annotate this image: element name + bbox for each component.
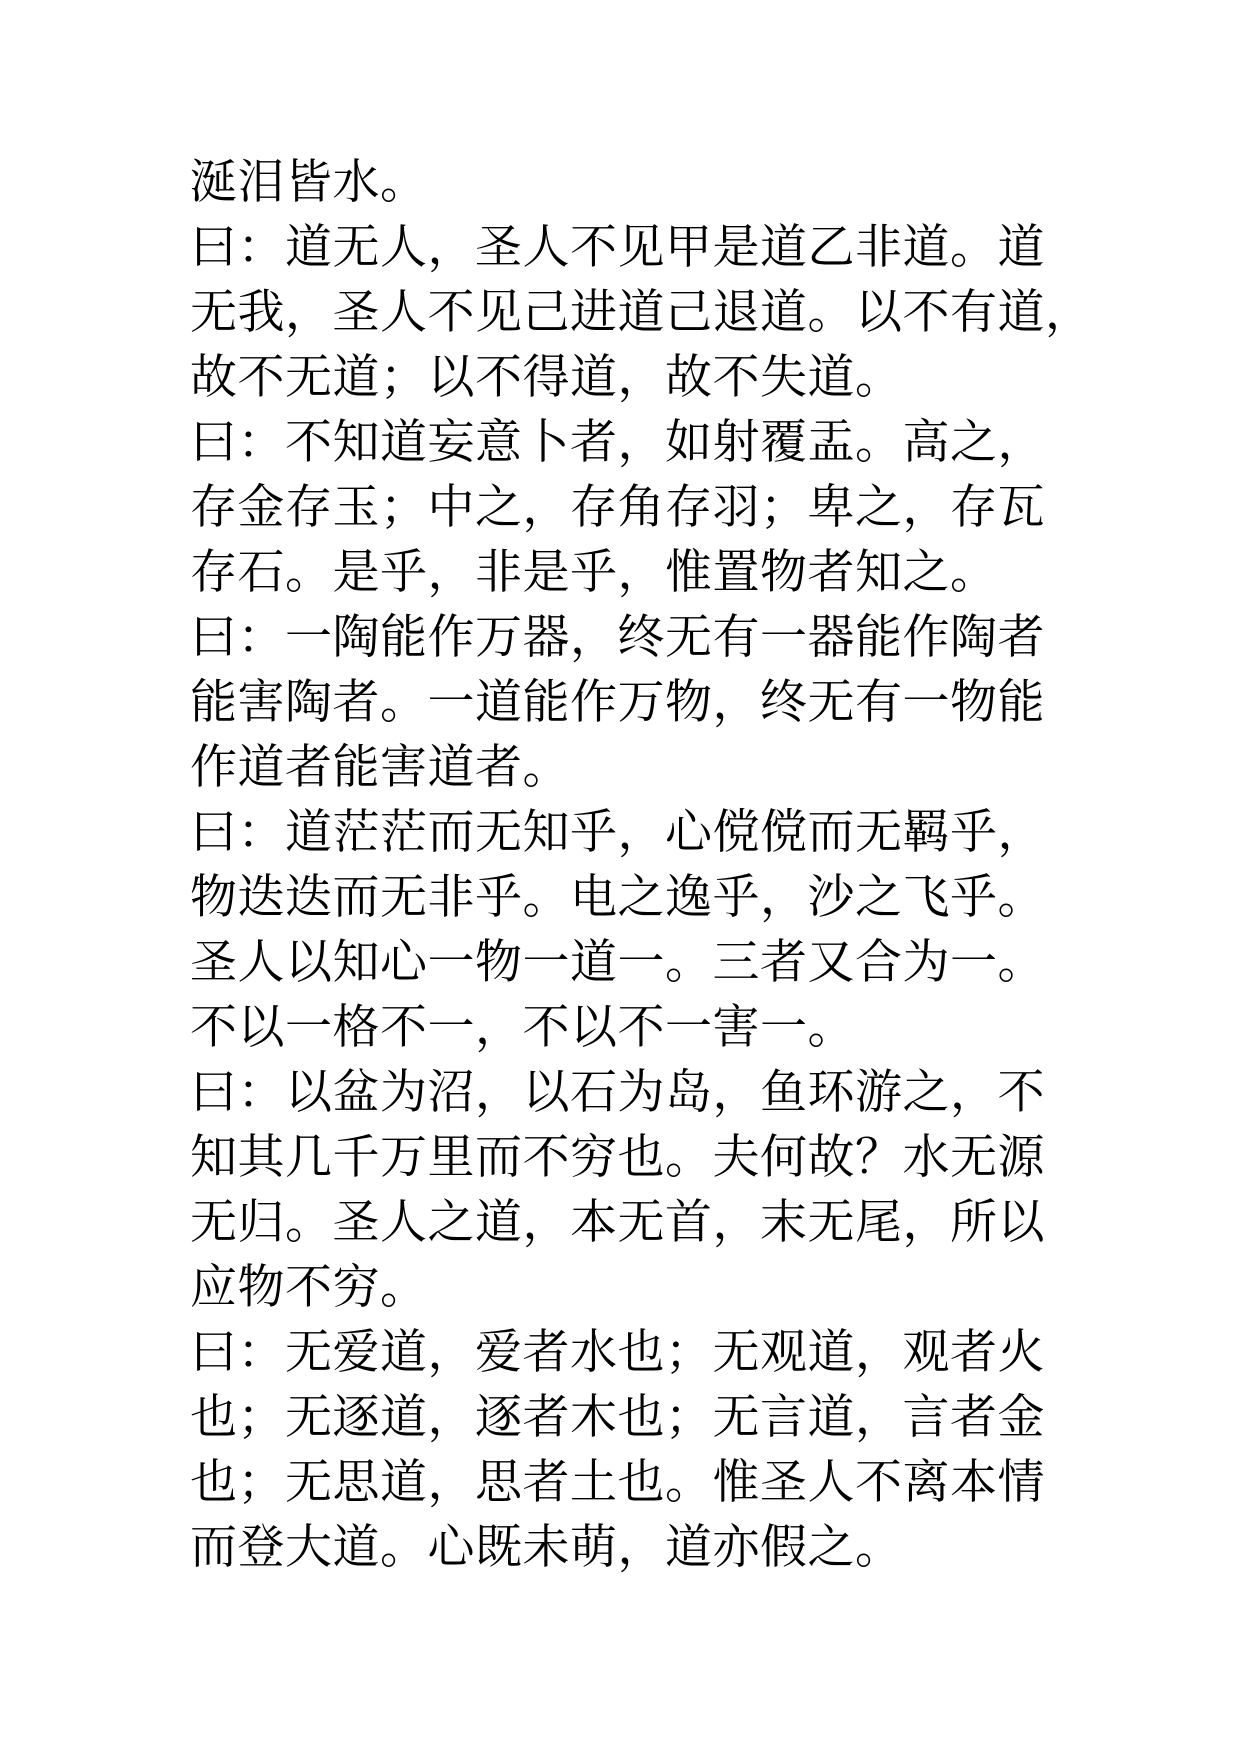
text-line: 物迭迭而无非乎。电之逸乎，沙之飞乎。 xyxy=(190,870,1045,925)
text-line: 也；无逐道，逐者木也；无言道，言者金 xyxy=(190,1390,1045,1445)
text-line: 存石。是乎，非是乎，惟置物者知之。 xyxy=(190,545,998,600)
text-line: 也；无思道，思者土也。惟圣人不离本情 xyxy=(190,1455,1045,1510)
text-line: 存金存玉；中之，存角存羽；卑之，存瓦 xyxy=(190,480,1045,535)
text-line: 曰：道无人，圣人不见甲是道乙非道。道 xyxy=(190,220,1045,275)
text-line: 能害陶者。一道能作万物，终无有一物能 xyxy=(190,675,1045,730)
text-line: 知其几千万里而不穷也。夫何故？水无源 xyxy=(190,1130,1045,1185)
text-line: 涎泪皆水。 xyxy=(190,155,428,210)
text-line: 曰：无爱道，爱者水也；无观道，观者火 xyxy=(190,1325,1045,1380)
text-line: 作道者能害道者。 xyxy=(190,740,570,795)
text-line: 曰：一陶能作万器，终无有一器能作陶者 xyxy=(190,610,1045,665)
text-line: 无归。圣人之道，本无首，末无尾，所以 xyxy=(190,1195,1045,1250)
document-text xyxy=(190,150,1093,1580)
text-line: 不以一格不一，不以不一害一。 xyxy=(190,1000,855,1055)
text-line: 曰：不知道妄意卜者，如射覆盂。高之， xyxy=(190,415,1045,470)
text-line: 应物不穷。 xyxy=(190,1260,428,1315)
text-line: 故不无道；以不得道，故不失道。 xyxy=(190,350,903,405)
text-line: 无我，圣人不见己进道己退道。以不有道， xyxy=(190,285,1093,340)
text-line: 曰：以盆为沼，以石为岛，鱼环游之，不 xyxy=(190,1065,1045,1120)
text-line: 而登大道。心既未萌，道亦假之。 xyxy=(190,1520,903,1575)
text-line: 圣人以知心一物一道一。三者又合为一。 xyxy=(190,935,1045,990)
text-line: 曰：道茫茫而无知乎，心傥傥而无羁乎， xyxy=(190,805,1045,860)
